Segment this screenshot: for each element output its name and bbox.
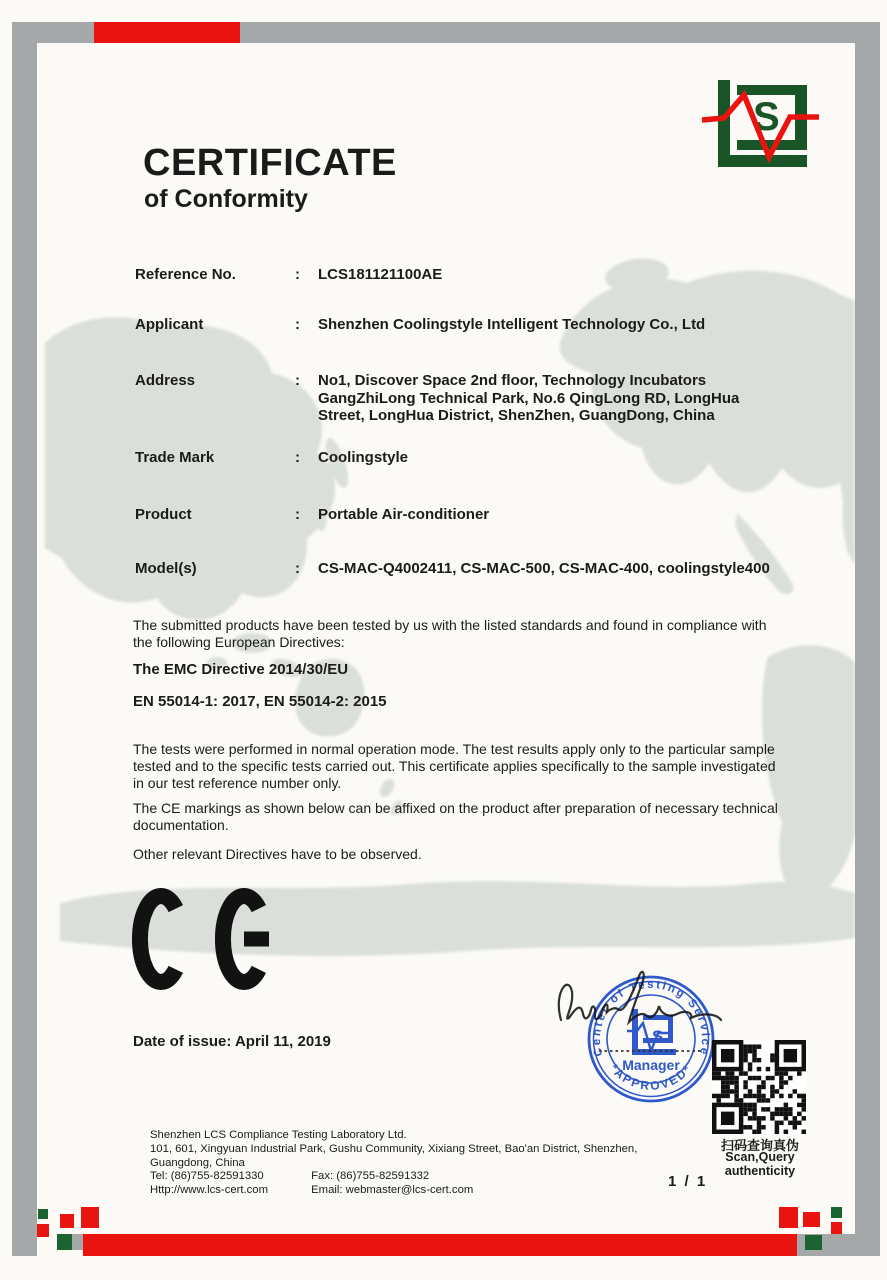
footer-block — [150, 1129, 637, 1198]
field-row-applicant — [135, 316, 790, 334]
map-africa-sliver — [839, 378, 855, 563]
field-colon: : — [295, 506, 300, 523]
deco-square — [831, 1222, 842, 1234]
deco-square — [60, 1214, 74, 1228]
footer-tel: Tel: (86)755-82591330 — [150, 1170, 264, 1183]
deco-square — [57, 1234, 72, 1250]
field-row-address — [135, 372, 790, 425]
qr-caption-chinese: 扫码查询真伪 — [720, 1138, 799, 1153]
stamp-ring-text: Center of Testing Service — [590, 978, 712, 1058]
deco-square — [72, 1234, 83, 1250]
field-colon: : — [295, 316, 300, 333]
border-top-red-segment — [94, 22, 240, 43]
stamp-role: Manager — [622, 1057, 680, 1073]
field-value: LCS181121100AE — [318, 266, 443, 283]
field-colon: : — [295, 372, 300, 389]
field-label: Product — [135, 506, 192, 523]
field-value: Portable Air-conditioner — [318, 506, 490, 523]
certificate-title: CERTIFICATE — [143, 142, 397, 184]
logo-letter: S — [753, 95, 780, 139]
page-number: 1 / 1 — [668, 1173, 708, 1190]
border-right — [855, 22, 880, 1256]
field-row-trademark — [135, 449, 790, 467]
field-colon: : — [295, 449, 300, 466]
deco-square — [779, 1207, 798, 1228]
field-label: Applicant — [135, 316, 204, 333]
other-note-paragraph: Other relevant Directives have to be observed. — [133, 846, 422, 862]
field-value: CS-MAC-Q4002411, CS-MAC-500, CS-MAC-400, coolingstyle400 — [318, 560, 770, 577]
field-label: Trade Mark — [135, 449, 215, 466]
directive-line: The EMC Directive 2014/30/EU — [133, 661, 349, 678]
footer-email: Email: webmaster@lcs-cert.com — [311, 1184, 474, 1197]
map-central-america — [735, 513, 793, 594]
footer-web: Http://www.lcs-cert.com — [150, 1184, 269, 1197]
border-bottom-red — [83, 1234, 797, 1256]
certificate-subtitle: of Conformity — [144, 185, 308, 213]
deco-square — [37, 1224, 49, 1237]
field-colon: : — [295, 266, 300, 283]
border-left — [12, 22, 37, 1256]
field-label: Reference No. — [135, 266, 236, 283]
field-label: Model(s) — [135, 560, 197, 577]
ce-mark — [126, 878, 286, 996]
deco-square — [81, 1207, 99, 1228]
stamp-logo-letter: S — [652, 1027, 664, 1046]
field-colon: : — [295, 560, 300, 577]
field-value: Coolingstyle — [318, 449, 409, 466]
intro-paragraph: The submitted products have been tested by us with the listed standards and found in compliance with the following European Directives: — [133, 617, 767, 650]
footer-address-line1: 101, 601, Xingyuan Industrial Park, Gushu Community, Xixiang Street, Bao'an District, Shenzhen, — [150, 1142, 638, 1155]
deco-square — [803, 1212, 820, 1227]
field-value: No1, Discover Space 2nd floor, Technology Incubators GangZhiLong Technical Park, No.6 QingLong RD, LongHua Street, LongHua District, ShenZhen, GuangDong, China — [318, 372, 740, 424]
tests-note-paragraph: The tests were performed in normal operation mode. The test results apply only to the particular sample tested and to the specific tests carried out. This certificate applies specifically to the sample investigated in our test reference number only. — [133, 741, 776, 791]
ce-note-paragraph: The CE markings as shown below can be affixed on the product after preparation of necessary technical documentation. — [133, 800, 778, 833]
footer-fax: Fax: (86)755-82591332 — [311, 1170, 430, 1183]
qr-caption-english: Scan,Query authenticity — [724, 1150, 796, 1178]
deco-square — [38, 1209, 48, 1219]
date-of-issue: Date of issue: April 11, 2019 — [133, 1033, 331, 1050]
ce-mark-c — [140, 896, 176, 982]
standards-line: EN 55014-1: 2017, EN 55014-2: 2015 — [133, 693, 387, 710]
field-row-models — [135, 560, 790, 578]
lcs-logo — [695, 73, 831, 177]
field-label: Address — [135, 372, 196, 389]
footer-web-email — [150, 1184, 637, 1198]
deco-square — [805, 1235, 822, 1250]
field-row-reference — [135, 266, 790, 284]
footer-company: Shenzhen LCS Compliance Testing Laboratory Ltd. — [150, 1129, 407, 1141]
qr-code — [712, 1040, 806, 1134]
field-value: Shenzhen Coolingstyle Intelligent Technology Co., Ltd — [318, 316, 706, 333]
footer-address-line2: Guangdong, China — [150, 1156, 245, 1169]
stamp-approved-text: *APPROVED* — [607, 1061, 695, 1093]
footer-tel-fax — [150, 1170, 637, 1184]
deco-square — [831, 1207, 842, 1218]
field-row-product — [135, 506, 790, 524]
